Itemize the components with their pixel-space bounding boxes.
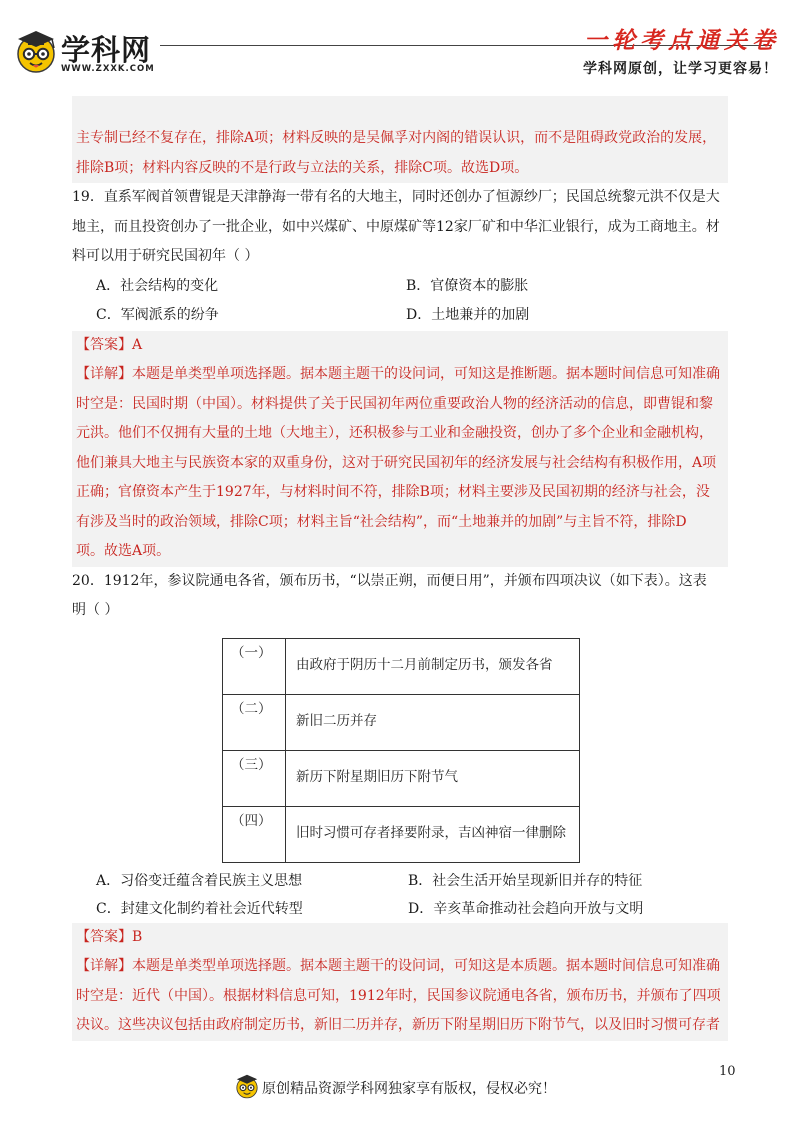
answer-block-19 <box>72 331 728 567</box>
option-b[interactable]: B．社会生活开始呈现新旧并存的特征 <box>408 872 643 889</box>
question-20 <box>72 567 728 923</box>
answer-value: B <box>132 928 143 945</box>
question-19 <box>72 183 728 331</box>
decree-text: 旧时习惯可存者择要附录，吉凶神宿一律删除 <box>286 806 580 862</box>
zxxk-logo[interactable] <box>14 22 164 78</box>
option-c[interactable]: C．封建文化制约着社会近代转型 <box>96 900 303 917</box>
option-d[interactable]: D．辛亥革命推动社会趋向开放与文明 <box>408 900 644 917</box>
copyright-notice: 原创精品资源学科网独家享有版权，侵权必究！ <box>262 1081 556 1097</box>
question-line: 19．直系军阀首领曹锟是天津静海一带有名的大地主，同时还创办了恒源纱厂；民国总统黎元洪不仅是大 <box>72 189 720 205</box>
options-20 <box>96 867 728 923</box>
decree-number: （一） <box>223 638 286 694</box>
option-d[interactable]: D．土地兼并的加剧 <box>406 307 530 323</box>
table-row <box>223 638 580 694</box>
option-a[interactable]: A．社会结构的变化 <box>96 277 219 294</box>
answer-label: 【答案】 <box>76 928 132 945</box>
detail-line: 时空是：民国时期（中国）。材料提供了关于民国初年两位重要政治人物的经济活动的信息，即曹锟和黎 <box>76 395 713 412</box>
option-a[interactable]: A．习俗变迁蕴含着民族主义思想 <box>96 872 303 889</box>
explanation-line: 排除B项；材料内容反映的不是行政与立法的关系，排除C项。故选D项。 <box>76 159 529 176</box>
option-c[interactable]: C．军阀派系的纷争 <box>96 307 219 323</box>
detail-line: 有涉及当时的政治领域，排除C项；材料主旨“社会结构”，而“土地兼并的加剧”与主旨不符，排除D <box>76 513 687 530</box>
answer-line <box>76 923 722 953</box>
detail-line: 他们兼具大地主与民族资本家的双重身份，这对于研究民国初年的经济发展与社会结构有积极作用，A项 <box>76 454 717 471</box>
detail-text: 本题是单类型单项选择题。据本题主题干的设问词，可知这是推断题。据本题时间信息可知准确 <box>132 366 720 382</box>
question-line: 明（ ） <box>72 602 119 618</box>
decree-number: （四） <box>223 806 286 862</box>
table-row <box>223 750 580 806</box>
table-row <box>223 694 580 750</box>
explanation-line: 主专制已经不复存在，排除A项；材料反映的是吴佩孚对内阁的错误认识，而不是阻碍政党政治的发展， <box>76 130 717 146</box>
answer-line <box>76 331 722 361</box>
decree-number: （三） <box>223 750 286 806</box>
mascot-icon <box>234 1073 260 1099</box>
detail-line: 正确；官僚资本产生于1927年，与材料时间不符，排除B项；材料主要涉及民国初期的经济与社会，没 <box>76 484 710 500</box>
detail-line: 元洪。他们不仅拥有大量的土地（大地主），还积极参与工业和金融投资，创办了多个企业和金融机构， <box>76 425 713 441</box>
logo-url: WWW.ZXXK.COM <box>61 64 155 74</box>
decree-table <box>222 638 580 863</box>
page-content <box>72 96 728 1041</box>
decree-text: 新历下附星期旧历下附节气 <box>286 750 580 806</box>
mascot-icon <box>14 28 58 74</box>
detail-line <box>76 952 722 982</box>
detail-label: 【详解】 <box>76 366 132 382</box>
answer-value: A <box>132 336 143 353</box>
detail-line: 时空是：近代（中国）。根据材料信息可知，1912年时，民国参议院通电各省，颁布历书，并颁布了四项 <box>76 987 721 1004</box>
header-slogan: 学科网原创，让学习更容易！ <box>583 61 778 77</box>
page-header <box>0 0 800 92</box>
decree-text: 由政府于阴历十二月前制定历书，颁发各省 <box>286 638 580 694</box>
decree-number: （二） <box>223 694 286 750</box>
answer-label: 【答案】 <box>76 336 132 353</box>
detail-text: 本题是单类型单项选择题。据本题主题干的设问词，可知这是本质题。据本题时间信息可知准确 <box>132 958 720 974</box>
question-line: 20．1912年，参议院通电各省，颁布历书，“以崇正朔，而便日用”，并颁布四项决议（如下表）。这表 <box>72 572 707 589</box>
option-b[interactable]: B．官僚资本的膨胀 <box>406 277 529 294</box>
detail-line: 决议。这些决议包括由政府制定历书，新旧二历并存，新历下附星期旧历下附节气，以及旧时习惯可存者 <box>76 1017 720 1033</box>
question-line: 地主，而且投资创办了一批企业，如中兴煤矿、中原煤矿等12家厂矿和中华汇业银行，成为工商地主。材 <box>72 218 720 235</box>
detail-line: 项。故选A项。 <box>76 543 171 559</box>
answer-block-20 <box>72 923 728 1041</box>
detail-label: 【详解】 <box>76 958 132 974</box>
detail-line <box>76 360 722 390</box>
question-line: 料可以用于研究民国初年（ ） <box>72 248 259 264</box>
page-number: 10 <box>719 1064 736 1079</box>
logo-name: 学科网 <box>61 33 152 67</box>
prev-explanation-block <box>72 96 728 183</box>
decree-text: 新旧二历并存 <box>286 694 580 750</box>
paper-title: 一轮考点通关卷 <box>584 27 780 54</box>
table-row <box>223 806 580 862</box>
options-19 <box>96 272 728 331</box>
